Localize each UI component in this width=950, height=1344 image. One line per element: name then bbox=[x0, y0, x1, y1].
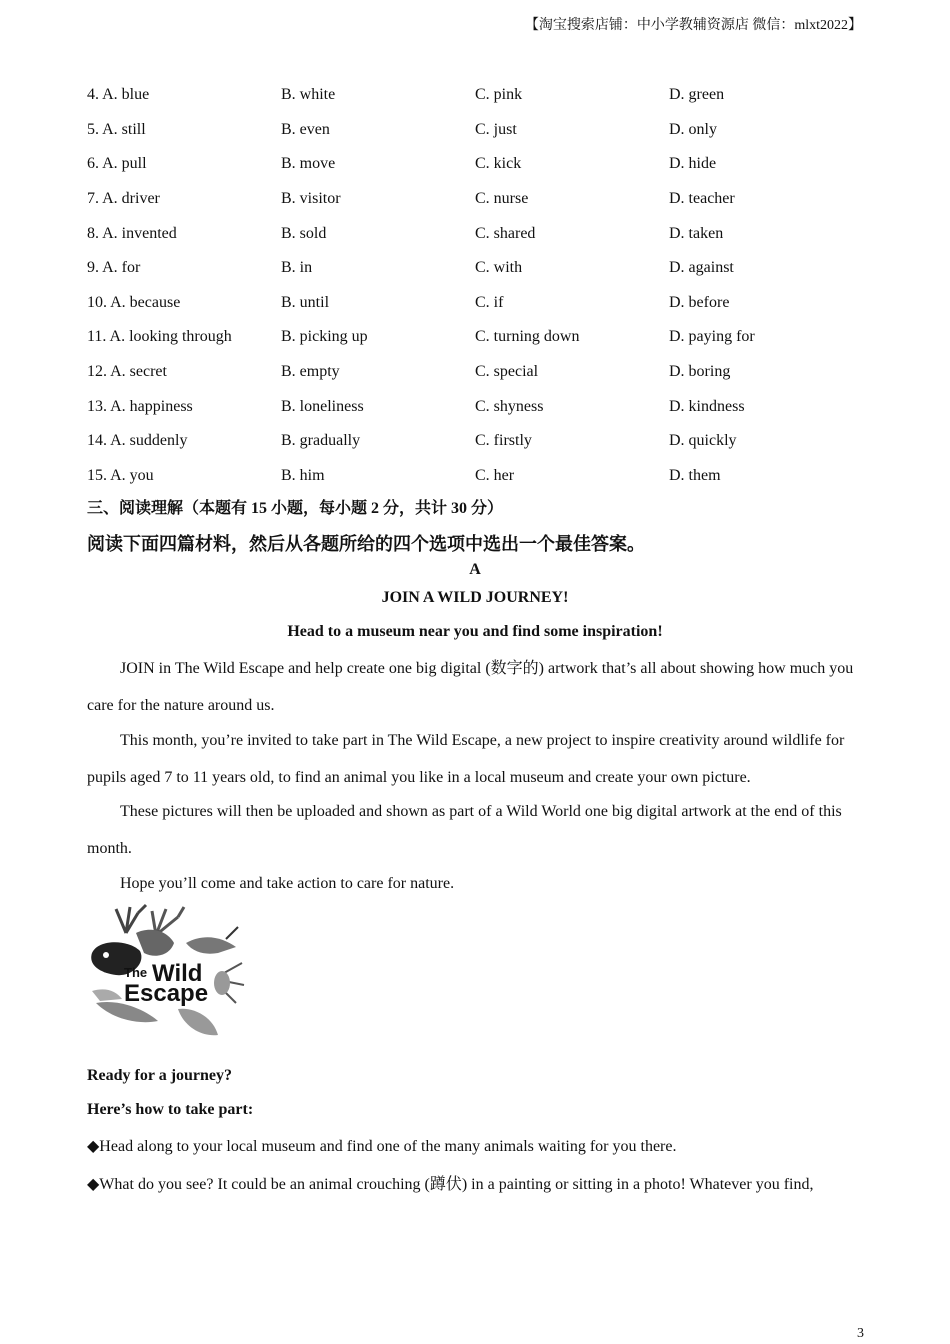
option-cell: D. quickly bbox=[669, 432, 737, 450]
option-cell: D. green bbox=[669, 86, 725, 104]
passage-label: A bbox=[469, 561, 481, 578]
option-row bbox=[87, 389, 867, 424]
option-row bbox=[87, 147, 867, 182]
how-to-heading: Here’s how to take part: bbox=[87, 1101, 254, 1118]
option-row bbox=[87, 286, 867, 321]
option-cell: C. nurse bbox=[475, 190, 529, 208]
passage-subtitle: Head to a museum near you and find some inspiration! bbox=[287, 623, 663, 640]
wild-escape-logo bbox=[86, 903, 246, 1043]
option-cell: B. gradually bbox=[281, 432, 361, 450]
page-number: 3 bbox=[857, 1326, 864, 1341]
paragraph-1: JOIN in The Wild Escape and help create one big digital (数字的) artwork that’s all about showing how much you care for the nature around us. bbox=[87, 660, 854, 714]
option-cell: 8. A. invented bbox=[87, 224, 177, 242]
option-cell: B. sold bbox=[281, 224, 327, 242]
bullet-item-2: ◆What do you see? It could be an animal crouching (蹲伏) in a painting or sitting in a photo! Whatever you find, bbox=[87, 1176, 814, 1193]
option-cell: B. until bbox=[281, 293, 330, 311]
option-cell: B. in bbox=[281, 259, 313, 277]
option-cell: C. if bbox=[475, 293, 504, 311]
section-title: 三、阅读理解（本题有 15 小题，每小题 2 分，共计 30 分） bbox=[87, 500, 504, 517]
option-row bbox=[87, 355, 867, 390]
option-cell: C. shyness bbox=[475, 397, 544, 415]
option-cell: B. loneliness bbox=[281, 397, 364, 415]
option-cell: 15. A. you bbox=[87, 466, 154, 484]
option-cell: D. them bbox=[669, 466, 721, 484]
option-cell: D. only bbox=[669, 120, 717, 138]
logo-text-the: The bbox=[124, 965, 148, 980]
option-cell: C. turning down bbox=[475, 328, 580, 346]
option-cell: C. her bbox=[475, 466, 515, 484]
option-cell: D. paying for bbox=[669, 328, 755, 346]
section-instruction: 阅读下面四篇材料，然后从各题所给的四个选项中选出一个最佳答案。 bbox=[87, 534, 645, 554]
option-cell: C. just bbox=[475, 120, 517, 138]
option-row bbox=[87, 459, 867, 494]
option-cell: D. boring bbox=[669, 363, 731, 381]
option-cell: 5. A. still bbox=[87, 120, 146, 138]
option-cell: 14. A. suddenly bbox=[87, 432, 188, 450]
option-cell: D. taken bbox=[669, 224, 724, 242]
option-cell: D. before bbox=[669, 293, 730, 311]
option-cell: B. him bbox=[281, 466, 325, 484]
option-cell: C. shared bbox=[475, 224, 536, 242]
option-row bbox=[87, 182, 867, 217]
option-cell: D. hide bbox=[669, 155, 717, 173]
option-cell: 11. A. looking through bbox=[87, 328, 232, 346]
option-cell: 12. A. secret bbox=[87, 363, 167, 381]
option-cell: D. teacher bbox=[669, 190, 735, 208]
option-cell: 13. A. happiness bbox=[87, 397, 193, 415]
option-cell: 10. A. because bbox=[87, 293, 181, 311]
option-cell: C. pink bbox=[475, 86, 523, 104]
option-cell: B. even bbox=[281, 120, 330, 138]
header-note: 【淘宝搜索店铺：中小学教辅资源店 微信：mlxt2022】 bbox=[524, 18, 862, 33]
option-cell: B. white bbox=[281, 86, 336, 104]
option-cell: C. kick bbox=[475, 155, 522, 173]
option-cell: D. kindness bbox=[669, 397, 745, 415]
paragraph-2: This month, you’re invited to take part in The Wild Escape, a new project to inspire creativity around wildlife for pupils aged 7 to 11 years old, to find an animal you like in a local museum and create your own picture. bbox=[87, 732, 845, 786]
option-cell: C. firstly bbox=[475, 432, 532, 450]
option-row bbox=[87, 113, 867, 148]
passage-title: JOIN A WILD JOURNEY! bbox=[381, 589, 569, 606]
bullet-item-1: ◆Head along to your local museum and find one of the many animals waiting for you there. bbox=[87, 1138, 677, 1155]
paragraph-4: Hope you’ll come and take action to care for nature. bbox=[120, 875, 455, 892]
option-cell: C. with bbox=[475, 259, 523, 277]
logo-text-wild: Wild bbox=[152, 960, 203, 987]
option-row bbox=[87, 78, 867, 113]
option-row bbox=[87, 251, 867, 286]
option-row bbox=[87, 216, 867, 251]
option-cell: B. move bbox=[281, 155, 336, 173]
option-cell: B. visitor bbox=[281, 190, 341, 208]
option-cell: C. special bbox=[475, 363, 539, 381]
paragraph-3: These pictures will then be uploaded and shown as part of a Wild World one big digital artwork at the end of this month. bbox=[87, 803, 842, 857]
cloze-options-table bbox=[87, 78, 867, 493]
logo-text-escape: Escape bbox=[124, 980, 209, 1007]
option-cell: 7. A. driver bbox=[87, 190, 160, 208]
option-cell: 9. A. for bbox=[87, 259, 141, 277]
option-cell: 6. A. pull bbox=[87, 155, 147, 173]
option-cell: B. picking up bbox=[281, 328, 368, 346]
option-row bbox=[87, 424, 867, 459]
option-cell: B. empty bbox=[281, 363, 340, 381]
option-row bbox=[87, 320, 867, 355]
ready-heading: Ready for a journey? bbox=[87, 1067, 233, 1084]
option-cell: 4. A. blue bbox=[87, 86, 150, 104]
option-cell: D. against bbox=[669, 259, 734, 277]
